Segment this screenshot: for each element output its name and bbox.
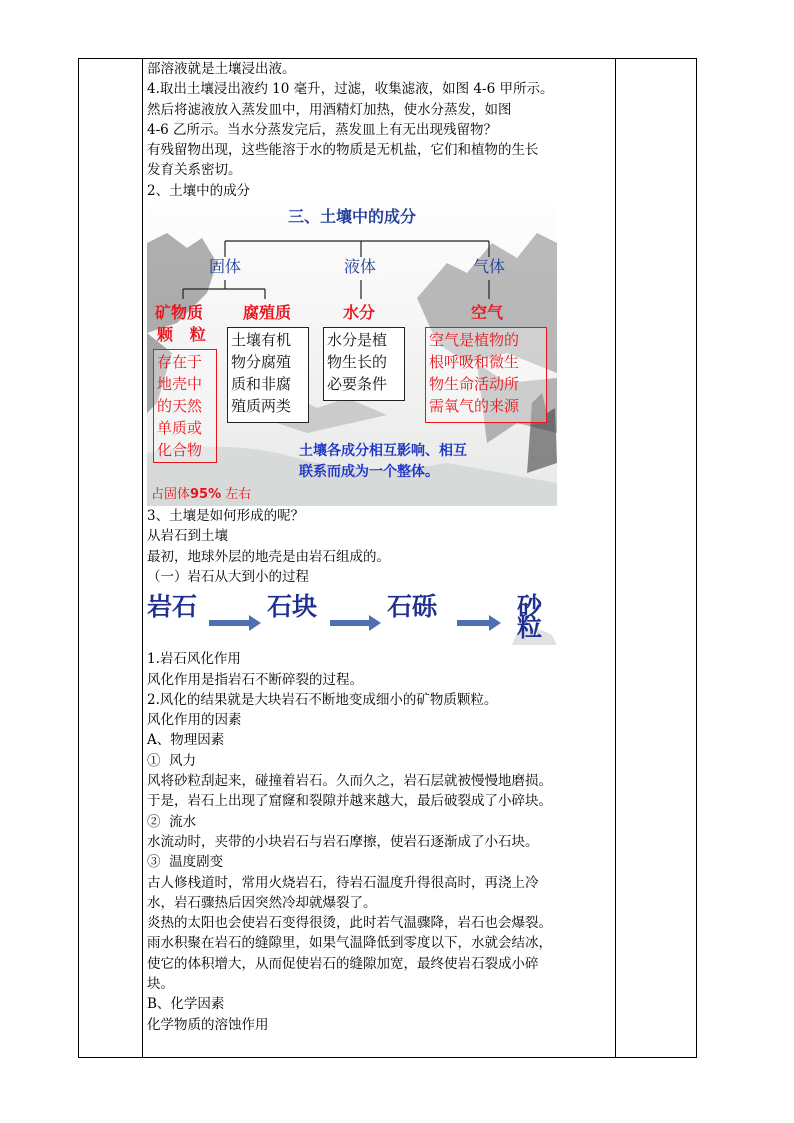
text-line: 然后将滤液放入蒸发皿中，用酒精灯加热，使水分蒸发，如图 (147, 101, 512, 118)
category-gas: 气体 (473, 257, 506, 277)
arrow-layer (147, 593, 557, 645)
text-line: 2.风化的结果就是大块岩石不断地变成细小的矿物质颗粒。 (147, 691, 498, 708)
slide-title: 三、土壤中的成分 (287, 207, 416, 227)
section-heading: 2、土壤中的成分 (147, 182, 251, 199)
table-column-divider-right (615, 59, 616, 1057)
component-mineral-particle: 颗 粒 (157, 325, 206, 345)
text-line: ③ 温度剧变 (147, 854, 224, 871)
text-line: 存在于 (157, 353, 203, 372)
rock-breakdown-slide (147, 593, 557, 645)
text-line: 古人修栈道时，常用火烧岩石，待岩石温度升得很高时，再浇上冷 (147, 874, 539, 891)
text-line: 4-6 乙所示。当水分蒸发完后，蒸发皿上有无出现残留物？ (147, 121, 498, 138)
component-air: 空气 (471, 303, 504, 323)
text-line: 地壳中 (157, 375, 203, 394)
text-line: 有残留物出现，这些能溶于水的物质是无机盐，它们和植物的生长 (147, 142, 539, 159)
stage-stone-block: 石块 (267, 593, 318, 622)
text-line: 物生长的 (327, 353, 388, 372)
component-mineral: 矿物质 (155, 303, 204, 323)
solid-percent-label: 占固体95% 左右 (151, 487, 252, 503)
text-line: 化学物质的溶蚀作用 (147, 1016, 269, 1033)
subsection-heading: （一）岩石从大到小的过程 (147, 568, 309, 585)
text-line: 从岩石到土壤 (147, 528, 228, 545)
text-line: 风将砂粒刮起来，碰撞着岩石。久而久之，岩石层就被慢慢地磨损。 (147, 773, 552, 790)
arrow-icon (209, 615, 261, 631)
component-humus: 腐殖质 (243, 303, 292, 323)
text-line: 必要条件 (327, 375, 388, 394)
text-line: 联系而成为一个整体。 (299, 464, 439, 481)
humus-description-box (227, 327, 309, 423)
soil-components-slide (147, 203, 557, 506)
text-line: 土壤有机 (231, 331, 292, 350)
mineral-description-box (153, 349, 217, 463)
table-column-divider-left (142, 59, 143, 1057)
text-line: 风化作用是指岩石不断碎裂的过程。 (147, 671, 363, 688)
component-water: 水分 (343, 303, 376, 323)
text-line: ② 流水 (147, 813, 197, 830)
text-line: 物生命活动所 (429, 375, 520, 394)
text-line: 的天然 (157, 397, 203, 416)
text-line: 单质或 (157, 419, 203, 438)
text-line: 物分腐殖 (231, 353, 292, 372)
stage-gravel: 石砾 (387, 593, 438, 622)
text-line: 炎热的太阳也会使岩石变得很烫，此时若气温骤降，岩石也会爆裂。 (147, 915, 552, 932)
text-line: 雨水积聚在岩石的缝隙里，如果气温降低到零度以下，水就会结冰， (147, 935, 552, 952)
text-line: B、化学因素 (147, 996, 225, 1013)
soil-integration-note (299, 441, 549, 483)
arrow-icon (330, 615, 381, 631)
text-line: 根呼吸和微生 (429, 353, 520, 372)
text-line: 水流动时，夹带的小块岩石与岩石摩擦，使岩石逐渐成了小石块。 (147, 833, 539, 850)
text-line: 块。 (147, 976, 174, 993)
category-liquid: 液体 (344, 257, 377, 277)
text-line: 空气是植物的 (429, 331, 520, 350)
lesson-content-cell (147, 59, 613, 1035)
text-line: ① 风力 (147, 752, 197, 769)
text-line: 发育关系密切。 (147, 162, 242, 179)
text-line: 使它的体积增大，从而促使岩石的缝隙加宽，最终使岩石裂成小碎 (147, 955, 539, 972)
text-line: 土壤各成分相互影响、相互 (299, 443, 467, 460)
text-line: 部溶液就是土壤浸出液。 (147, 61, 296, 77)
section-heading: 3、土壤是如何形成的呢？ (147, 508, 305, 525)
text-line: 最初，地球外层的地壳是由岩石组成的。 (147, 548, 390, 565)
text-line: 风化作用的因素 (147, 712, 242, 729)
stage-sand: 砂粒 (517, 593, 543, 642)
arrow-icon (457, 615, 501, 631)
category-solid: 固体 (209, 257, 242, 277)
air-description-box (425, 327, 547, 423)
text-line: 殖质两类 (231, 397, 292, 416)
section-heading: 1.岩石风化作用 (147, 651, 241, 668)
water-description-box (323, 327, 405, 401)
text-line: 质和非腐 (231, 375, 292, 394)
stage-rock: 岩石 (147, 593, 198, 622)
text-line: 于是，岩石上出现了窟窿和裂隙并越来越大，最后破裂成了小碎块。 (147, 793, 552, 810)
text-line: A、物理因素 (147, 732, 225, 749)
text-line: 化合物 (157, 441, 203, 460)
text-line: 4.取出土壤浸出液约 10 毫升，过滤，收集滤液，如图 4-6 甲所示。 (147, 81, 554, 98)
text-line: 水分是植 (327, 331, 388, 350)
text-line: 需氧气的来源 (429, 397, 520, 416)
text-line: 水，岩石骤热后因突然冷却就爆裂了。 (147, 894, 377, 911)
